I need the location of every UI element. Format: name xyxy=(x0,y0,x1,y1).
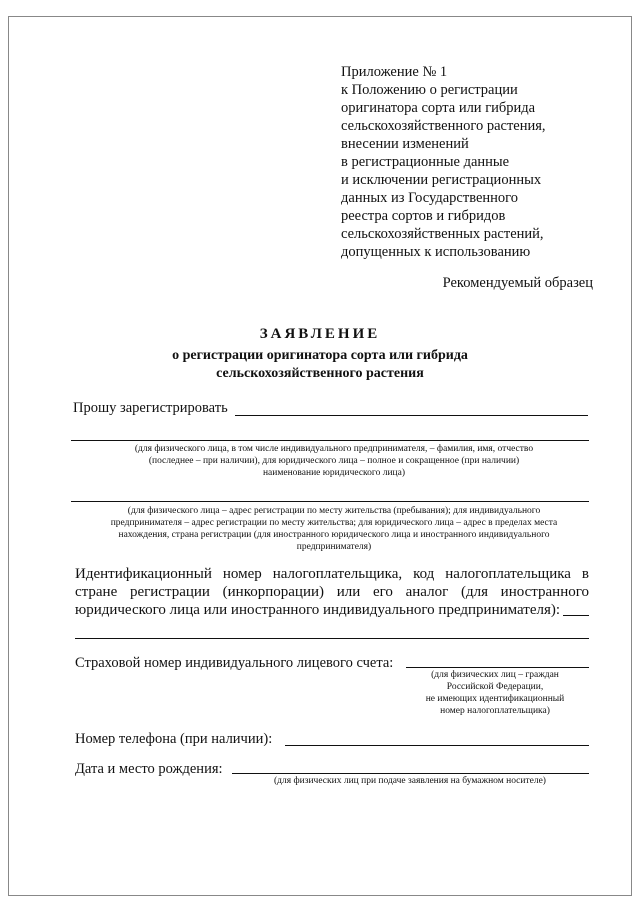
appendix-line: данных из Государственного xyxy=(341,190,519,206)
appendix-line: сельскохозяйственного растения, xyxy=(341,118,546,134)
appendix-line: сельскохозяйственных растений, xyxy=(341,226,544,242)
appendix-line: к Положению о регистрации xyxy=(341,82,518,98)
appendix-line: оригинатора сорта или гибрида xyxy=(341,100,536,116)
document-title: ЗАЯВЛЕНИЕ xyxy=(259,326,381,342)
note-line: нахождения, страна регистрации (для иностранного юридического лица и иностранного индивидуального xyxy=(118,530,550,540)
appendix-line: Приложение № 1 xyxy=(341,64,448,80)
note-line: не имеющих идентификационный xyxy=(425,694,565,704)
appendix-line: и исключении регистрационных xyxy=(341,172,542,188)
note-line: наименование юридического лица) xyxy=(262,468,406,478)
note-line: (для физического лица – адрес регистрации по месту жительства (пребывания); для индивидуального xyxy=(127,506,541,516)
address-input-line[interactable] xyxy=(71,501,589,502)
inn-label: Идентификационный номер налогоплательщика, код налогоплательщика в стране регистрации (инкорпорации) или его аналог (для иностранного юридического лица или иностранного индивидуального предпринимателя): xyxy=(75,566,589,618)
register-label: Прошу зарегистрировать xyxy=(73,400,228,416)
snils-note xyxy=(400,669,590,717)
address-note xyxy=(79,505,589,553)
snils-label: Страховой номер индивидуального лицевого счета: xyxy=(75,655,394,671)
inn-input-line-2[interactable] xyxy=(75,638,589,639)
document-subtitle-line: о регистрации оригинатора сорта или гибрида xyxy=(172,348,468,363)
birth-label: Дата и место рождения: xyxy=(75,761,223,777)
name-input-line[interactable] xyxy=(71,440,589,441)
birth-note: (для физических лиц при подаче заявления на бумажном носителе) xyxy=(274,776,546,786)
note-line: (для физических лиц – граждан xyxy=(431,670,559,680)
note-line: Российской Федерации, xyxy=(446,682,544,692)
appendix-line: в регистрационные данные xyxy=(341,154,510,170)
note-line: предпринимателя) xyxy=(296,542,372,552)
appendix-line: реестра сортов и гибридов xyxy=(341,208,506,224)
note-line: (последнее – при наличии), для юридического лица – полное и сокращенное (при наличии) xyxy=(148,456,520,466)
inn-input-line[interactable] xyxy=(563,615,589,616)
birth-input-line[interactable] xyxy=(232,773,589,774)
recommended-sample-label: Рекомендуемый образец xyxy=(442,275,593,291)
note-line: (для физического лица, в том числе индивидуального предпринимателя, – фамилия, имя, отчество xyxy=(134,444,534,454)
name-note xyxy=(79,443,589,479)
document-subtitle-line: сельскохозяйственного растения xyxy=(216,366,424,381)
appendix-line: внесении изменений xyxy=(341,136,469,152)
appendix-line: допущенных к использованию xyxy=(341,244,531,260)
snils-input-line[interactable] xyxy=(406,667,589,668)
phone-label: Номер телефона (при наличии): xyxy=(75,731,273,747)
register-input-line[interactable] xyxy=(235,415,588,416)
note-line: номер налогоплательщика) xyxy=(440,706,550,716)
appendix-block xyxy=(341,63,546,261)
phone-input-line[interactable] xyxy=(285,745,589,746)
note-line: предпринимателя – адрес регистрации по месту жительства; для юридического лица – адрес в пределах места xyxy=(110,518,558,528)
